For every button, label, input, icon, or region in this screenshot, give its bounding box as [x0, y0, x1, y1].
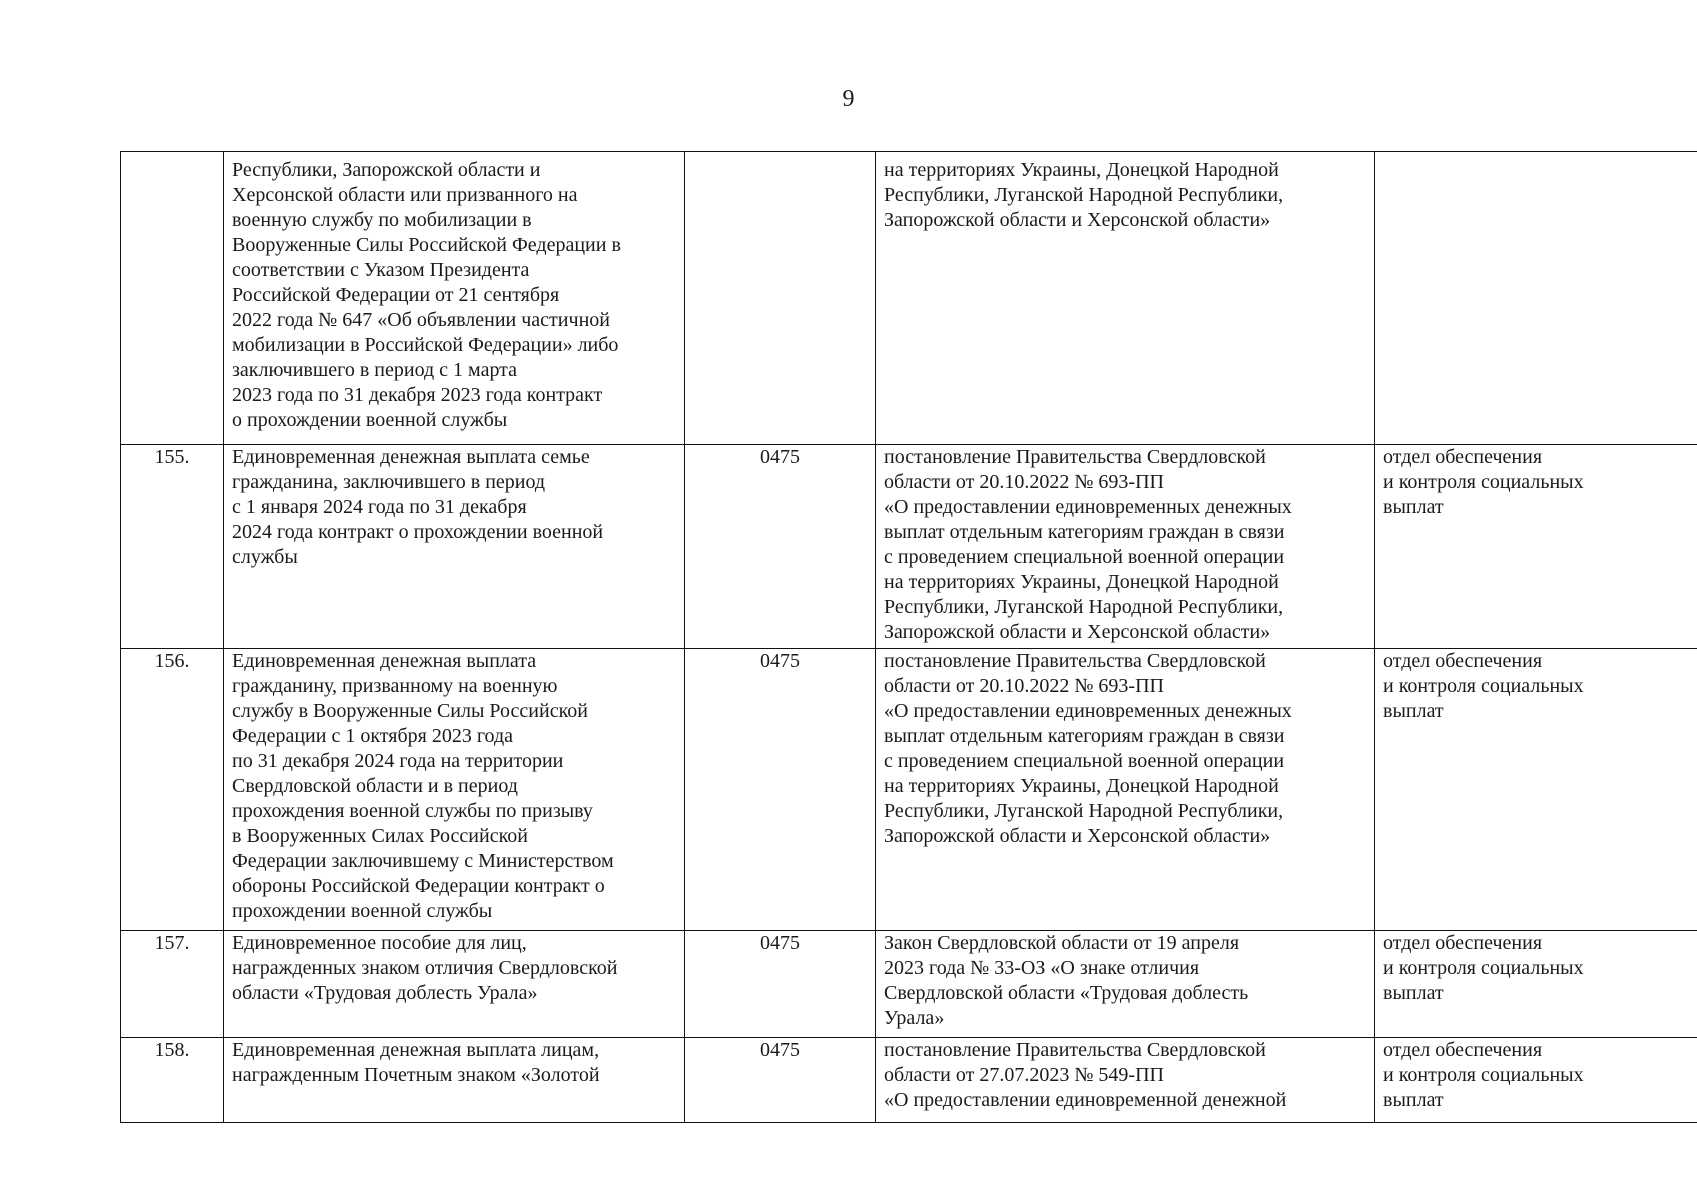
legal-act: постановление Правительства Свердловской области от 20.10.2022 № 693-ПП «О предоставлении единовременных денежных выплат отдельным категориям граждан в связи с проведением специальной военной операции на территориях Украины, Донецкой Народной Республики, Луганской Народной Республики, Запорожской области и Херсонской области» [876, 649, 1375, 931]
row-number: 156. [121, 649, 224, 931]
responsible-department: отдел обеспечения и контроля социальных выплат [1375, 1038, 1697, 1123]
legal-act: постановление Правительства Свердловской области от 20.10.2022 № 693-ПП «О предоставлении единовременных денежных выплат отдельным категориям граждан в связи с проведением специальной военной операции на территориях Украины, Донецкой Народной Республики, Луганской Народной Республики, Запорожской области и Херсонской области» [876, 445, 1375, 649]
table-row [121, 445, 1697, 649]
responsible-department: отдел обеспечения и контроля социальных выплат [1375, 445, 1697, 649]
benefit-name: Единовременная денежная выплата гражданину, призванному на военную службу в Вооруженные Силы Российской Федерации с 1 октября 2023 года по 31 декабря 2024 года на территории Свердловской области и в период прохождения военной службы по призыву в Вооруженных Силах Российской Федерации заключившему с Министерством обороны Российской Федерации контракт о прохождении военной службы [224, 649, 685, 931]
benefit-name: Республики, Запорожской области и Херсонской области или призванного на военную службу по мобилизации в Вооруженные Силы Российской Федерации в соответствии с Указом Президента Российской Федерации от 21 сентября 2022 года № 647 «Об объявлении частичной мобилизации в Российской Федерации» либо заключившего в период с 1 марта 2023 года по 31 декабря 2023 года контракт о прохождении военной службы [224, 152, 685, 445]
responsible-department: отдел обеспечения и контроля социальных выплат [1375, 931, 1697, 1038]
benefit-name: Единовременная денежная выплата семье гражданина, заключившего в период с 1 января 2024 года по 31 декабря 2024 года контракт о прохождении военной службы [224, 445, 685, 649]
legal-act: постановление Правительства Свердловской области от 27.07.2023 № 549-ПП «О предоставлении единовременной денежной [876, 1038, 1375, 1123]
benefit-name: Единовременная денежная выплата лицам, награжденным Почетным знаком «Золотой [224, 1038, 685, 1123]
row-number [121, 152, 224, 445]
row-number: 155. [121, 445, 224, 649]
responsible-department: отдел обеспечения и контроля социальных выплат [1375, 649, 1697, 931]
page-number: 9 [842, 86, 855, 112]
table-row [121, 649, 1697, 931]
budget-code: 0475 [685, 649, 876, 931]
table-row [121, 1038, 1697, 1123]
budget-code: 0475 [685, 1038, 876, 1123]
responsible-department [1375, 152, 1697, 445]
legal-act: на территориях Украины, Донецкой Народной Республики, Луганской Народной Республики, Запорожской области и Херсонской области» [876, 152, 1375, 445]
benefits-table [120, 151, 1697, 1123]
row-number: 158. [121, 1038, 224, 1123]
legal-act: Закон Свердловской области от 19 апреля 2023 года № 33-ОЗ «О знаке отличия Свердловской области «Трудовая доблесть Урала» [876, 931, 1375, 1038]
table-row [121, 152, 1697, 445]
table-row [121, 931, 1697, 1038]
benefit-name: Единовременное пособие для лиц, награжденных знаком отличия Свердловской области «Трудовая доблесть Урала» [224, 931, 685, 1038]
budget-code [685, 152, 876, 445]
row-number: 157. [121, 931, 224, 1038]
budget-code: 0475 [685, 931, 876, 1038]
budget-code: 0475 [685, 445, 876, 649]
